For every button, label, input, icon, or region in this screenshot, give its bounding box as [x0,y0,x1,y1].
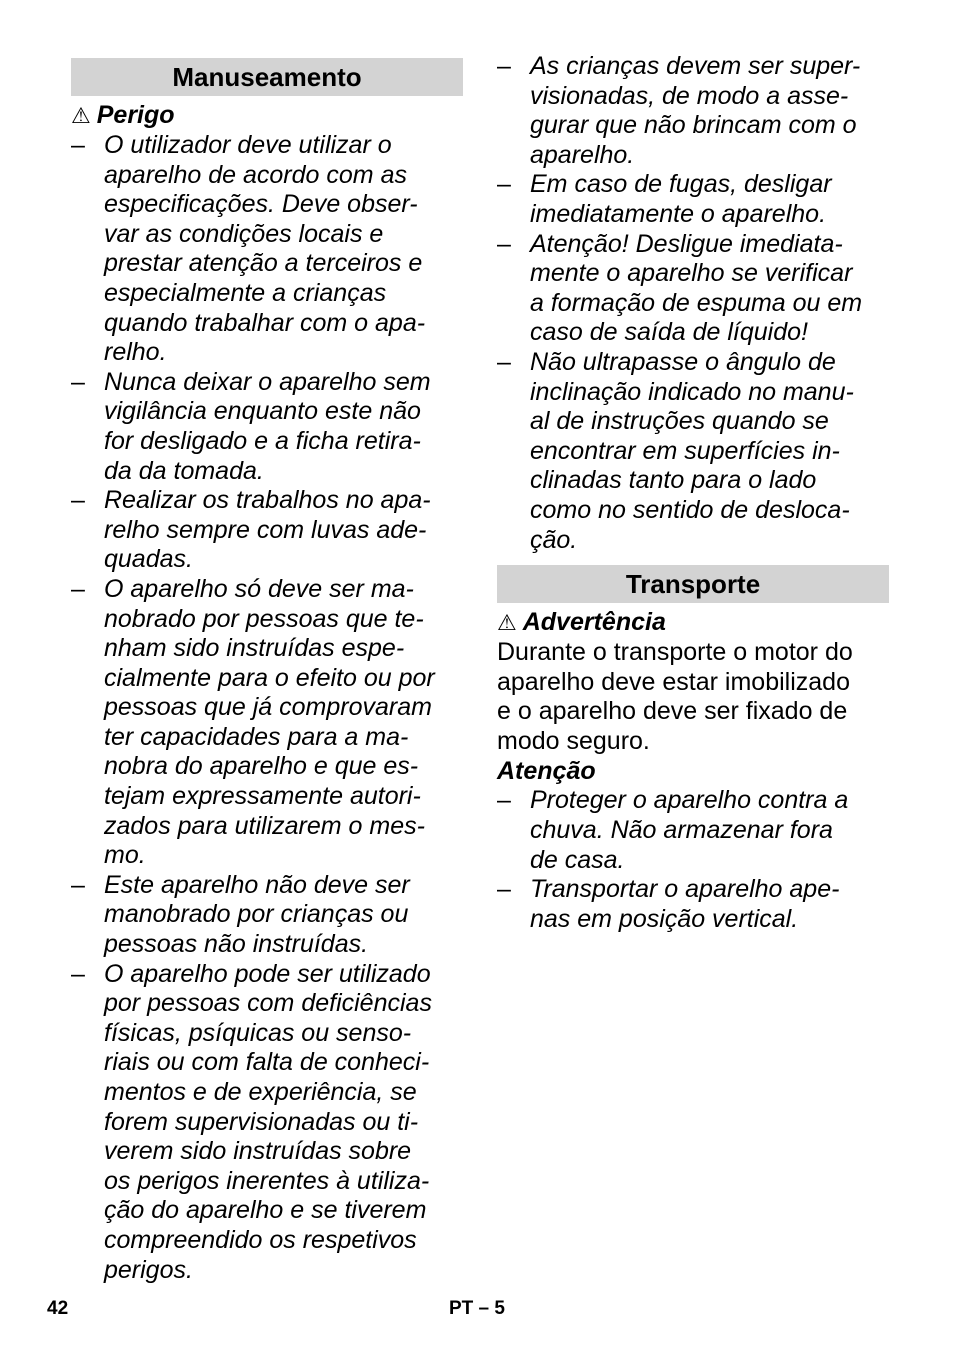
list-item: – Realizar os trabalhos no apa- relho sempre com luvas ade- quadas. [71,486,431,574]
safety-list-right [497,52,889,555]
dash-bullet: – [497,875,511,904]
safety-list-left [71,131,463,1285]
page-number: 42 [47,1298,69,1319]
dash-bullet: – [497,52,511,80]
transport-list [497,786,889,934]
dash-bullet: – [497,229,511,258]
left-column [71,52,463,1285]
section-heading-transporte: Transporte [497,565,889,603]
list-item: – O aparelho só deve ser ma- nobrado por pessoas que te- nham sido instruídas espe- cialmente para o efeito ou por pessoas que já comprovaram ter capacidades para a ma- nobra do aparelho e que es- tejam expressamente autori- zados para utilizarem o mes- mo. [71,574,435,870]
list-item: – Este aparelho não deve ser manobrado por crianças ou pessoas não instruídas. [71,870,410,959]
list-item: – O aparelho pode ser utilizado por pessoas com deficiências físicas, psíquicas ou senso- riais ou com falta de conheci- mentos e de experiência, se forem supervisionadas ou ti- verem sido instruídas sobre os perigos inerentes à utiliza- ção do aparelho e se tiverem compreendido os respetivos perigos. [71,959,432,1284]
list-item: – Transportar o aparelho ape- nas em posição vertical. [497,875,840,933]
warning-triangle-icon: ⚠ [497,610,517,636]
dash-bullet: – [497,347,511,376]
dash-bullet: – [497,170,511,199]
dash-bullet: – [71,959,85,988]
warning-triangle-icon: ⚠ [71,103,91,128]
list-item: – Não ultrapasse o ângulo de inclinação indicado no manu- al de instruções quando se encontrar em superfícies in- clinadas tanto para o lado como no sentido de desloca- ção. [497,347,854,554]
dash-bullet: – [71,486,85,515]
dash-bullet: – [71,574,85,603]
right-column [497,52,889,934]
list-item: – Proteger o aparelho contra a chuva. Não armazenar fora de casa. [497,786,849,874]
dash-bullet: – [71,131,85,159]
list-item: – Atenção! Desligue imediata- mente o aparelho se verificar a formação de espuma ou em caso de saída de líquido! [497,229,863,347]
warning-label: Advertência [522,608,666,637]
list-item: – Nunca deixar o aparelho sem vigilância enquanto este não for desligado e a ficha retira- da da tomada. [71,367,431,485]
dash-bullet: – [497,786,511,815]
language-page-label: PT – 5 [449,1298,505,1319]
dash-bullet: – [71,870,85,899]
warning-title [497,607,889,638]
transport-warning-text: Durante o transporte o motor do aparelho deve estar imobilizado e o aparelho deve ser fixado de modo seguro. [497,638,853,755]
list-item: – As crianças devem ser super- visionadas, de modo a asse- gurar que não brincam com o aparelho. [497,52,861,169]
section-heading-manuseamento: Manuseamento [71,58,463,96]
list-item: – O utilizador deve utilizar o aparelho de acordo com as especificações. Deve obser- var as condições locais e prestar atenção a terceiros e especialmente a crianças quando trabalhar com o apa- relho. [71,131,426,367]
dash-bullet: – [71,367,85,396]
list-item: – Em caso de fugas, desligar imediatamente o aparelho. [497,170,832,228]
attention-title: Atenção [497,757,596,786]
danger-title [71,100,463,131]
danger-label: Perigo [96,101,175,129]
